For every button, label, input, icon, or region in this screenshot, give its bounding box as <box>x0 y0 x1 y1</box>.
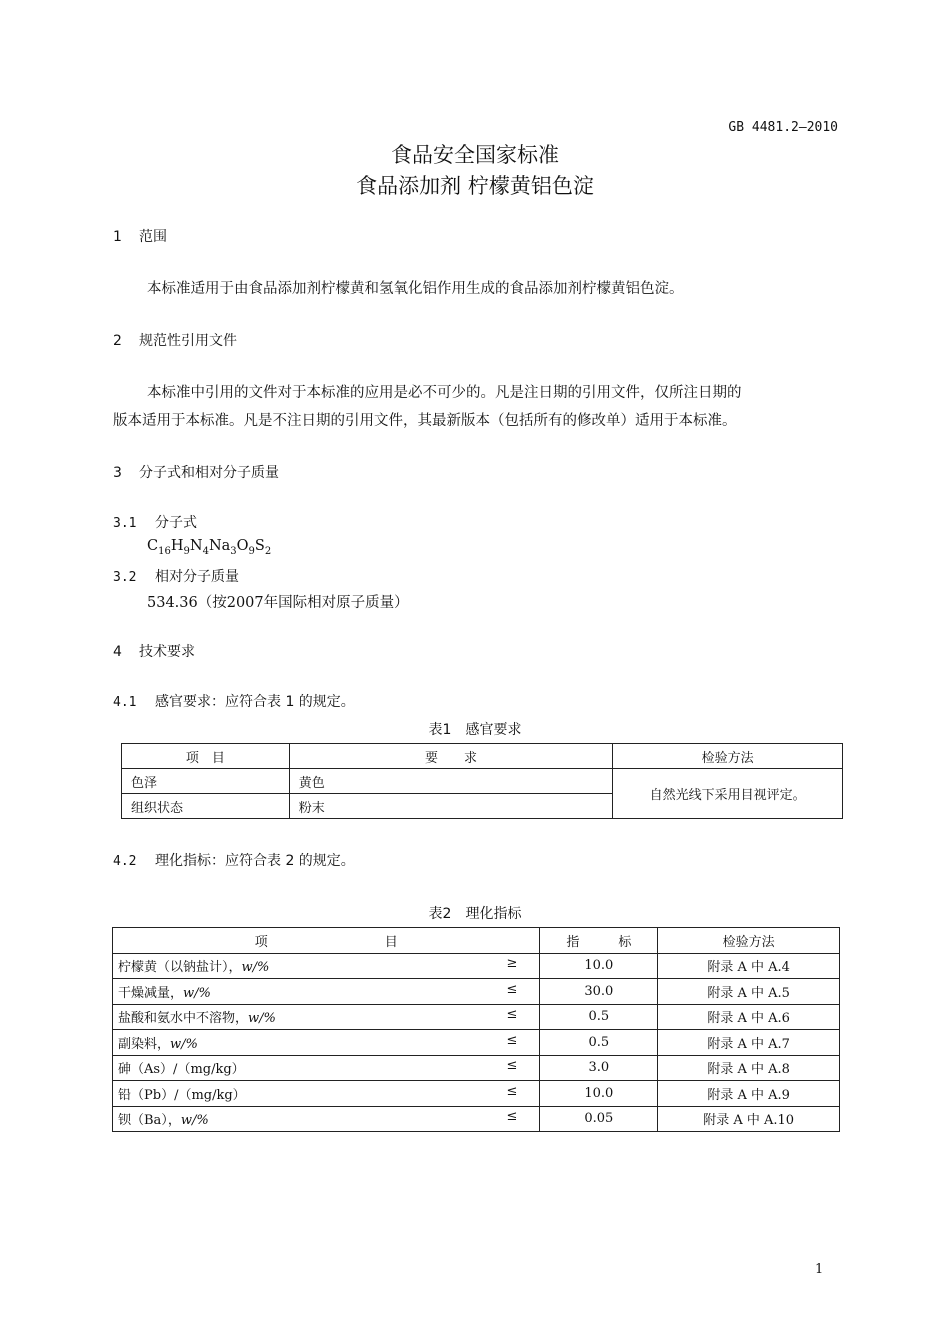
item-name: 铅（Pb）/（mg/kg） <box>118 1087 246 1103</box>
formula-element: C <box>147 538 159 554</box>
table-row <box>122 769 843 794</box>
table-row <box>113 979 840 1005</box>
method-cell: 附录 A 中 A.8 <box>658 1055 840 1081</box>
subsection-4-2 <box>113 850 355 870</box>
section-number: 3 <box>113 465 122 481</box>
item-name: 柠檬黄（以钠盐计） <box>118 960 229 976</box>
header-requirement: 要 求 <box>289 744 613 769</box>
subsection-number: 3.1 <box>113 516 137 531</box>
item-cell <box>113 1055 540 1081</box>
document-subtitle: 食品添加剂 柠檬黄铝色淀 <box>356 174 594 198</box>
formula-subscript: 3 <box>230 545 237 557</box>
section-2-body-line2: 版本适用于本标准。凡是不注日期的引用文件，其最新版本（包括所有的修改单）适用于本标准。 <box>113 413 737 429</box>
formula-element: Na <box>208 538 231 554</box>
table-row <box>113 1106 840 1132</box>
unit-label: w/% <box>183 985 211 1001</box>
table-row <box>113 1081 840 1107</box>
standard-number: GB 4481.2—2010 <box>728 120 838 135</box>
subsection-3-1-heading <box>113 512 197 532</box>
section-4-heading <box>113 641 195 661</box>
method-cell: 自然光线下采用目视评定。 <box>613 769 843 819</box>
item-cell: 盐酸和氨水中不溶物，w/% ≤ <box>113 1004 540 1030</box>
unit-label: w/% <box>170 1036 198 1052</box>
section-number: 4 <box>113 644 122 660</box>
section-number: 2 <box>113 333 122 349</box>
method-cell: 附录 A 中 A.4 <box>658 953 840 979</box>
formula-subscript: 9 <box>248 545 255 557</box>
comparison-symbol: ≤ <box>506 1058 518 1074</box>
header-method: 检验方法 <box>658 928 840 954</box>
subsection-number: 4.2 <box>113 854 137 869</box>
comparison-symbol: ≤ <box>506 1109 518 1125</box>
method-cell: 附录 A 中 A.5 <box>658 979 840 1005</box>
document-title: 食品安全国家标准 <box>391 143 559 167</box>
table-row <box>113 953 840 979</box>
unit-label: w/% <box>180 1113 209 1129</box>
page-number: 1 <box>815 1262 824 1277</box>
value-cell: 0.5 <box>540 1030 658 1056</box>
comparison-symbol: ≤ <box>506 981 518 997</box>
method-cell: 附录 A 中 A.7 <box>658 1030 840 1056</box>
section-2-body-line1: 本标准中引用的文件对于本标准的应用是必不可少的。凡是注日期的引用文件，仅所注日期的 <box>147 385 742 401</box>
subsection-3-2-heading <box>113 566 239 586</box>
formula-element: S <box>254 538 265 554</box>
item-cell: 组织状态 <box>122 794 290 819</box>
table-row <box>113 1055 840 1081</box>
value-cell: 10.0 <box>540 953 658 979</box>
table-row <box>113 1030 840 1056</box>
section-1-heading <box>113 226 167 246</box>
comparison-symbol: ≤ <box>506 1032 518 1048</box>
subsection-text: 感官要求：应符合表 1 的规定。 <box>155 694 355 710</box>
header-item: 项 目 <box>113 928 540 954</box>
unit-label: w/% <box>241 960 270 976</box>
item-cell <box>113 1081 540 1107</box>
value-cell: 10.0 <box>540 1081 658 1107</box>
formula-subscript: 16 <box>158 545 171 557</box>
item-cell: 钡（Ba），w/% ≤ <box>113 1106 540 1132</box>
section-title: 技术要求 <box>139 644 195 660</box>
table-row <box>113 1004 840 1030</box>
method-cell: 附录 A 中 A.6 <box>658 1004 840 1030</box>
formula-element: H <box>170 538 184 554</box>
item-cell: 柠檬黄（以钠盐计），w/% ≥ <box>113 953 540 979</box>
table-1-caption: 表1 感官要求 <box>428 722 522 738</box>
requirement-cell: 黄色 <box>289 769 613 794</box>
item-name: 钡（Ba） <box>118 1113 168 1129</box>
formula-subscript: 2 <box>264 545 272 557</box>
molecular-mass: 534.36（按2007年国际相对原子质量） <box>147 595 409 611</box>
subsection-4-1 <box>113 691 355 711</box>
value-cell: 0.5 <box>540 1004 658 1030</box>
section-title: 范围 <box>139 229 167 245</box>
physicochemical-table <box>112 927 840 1132</box>
section-1-body: 本标准适用于由食品添加剂柠檬黄和氢氧化铝作用生成的食品添加剂柠檬黄铝色淀。 <box>147 281 684 297</box>
item-name: 砷（As）/（mg/kg） <box>118 1062 245 1078</box>
item-cell: 干燥减量，w/% ≤ <box>113 979 540 1005</box>
item-name: 副染料 <box>118 1036 158 1052</box>
comparison-symbol: ≤ <box>506 1007 518 1023</box>
section-title: 规范性引用文件 <box>139 333 237 349</box>
section-3-heading <box>113 462 279 482</box>
item-cell: 色泽 <box>122 769 290 794</box>
subsection-number: 4.1 <box>113 695 137 710</box>
section-2-heading <box>113 330 237 350</box>
header-item: 项 目 <box>122 744 290 769</box>
requirement-cell: 粉末 <box>289 794 613 819</box>
item-cell: 副染料，w/% ≤ <box>113 1030 540 1056</box>
table-2-caption: 表2 理化指标 <box>428 906 522 922</box>
table-header-row <box>122 744 843 769</box>
sensory-requirements-table <box>121 743 843 819</box>
formula-subscript: 9 <box>183 545 190 557</box>
value-cell: 3.0 <box>540 1055 658 1081</box>
comparison-symbol: ≥ <box>506 956 518 972</box>
formula-element: N <box>189 538 203 554</box>
section-title: 分子式和相对分子质量 <box>139 465 279 481</box>
item-name: 盐酸和氨水中不溶物 <box>118 1011 236 1027</box>
formula-element: O <box>236 538 249 554</box>
subsection-title: 相对分子质量 <box>155 569 239 585</box>
subsection-title: 分子式 <box>155 515 197 531</box>
subsection-text: 理化指标：应符合表 2 的规定。 <box>155 853 355 869</box>
comparison-symbol: ≤ <box>506 1083 518 1099</box>
unit-label: w/% <box>248 1011 276 1027</box>
header-method: 检验方法 <box>613 744 843 769</box>
value-cell: 30.0 <box>540 979 658 1005</box>
method-cell: 附录 A 中 A.10 <box>658 1106 840 1132</box>
section-number: 1 <box>113 229 122 245</box>
subsection-number: 3.2 <box>113 570 137 585</box>
value-cell: 0.05 <box>540 1106 658 1132</box>
method-cell: 附录 A 中 A.9 <box>658 1081 840 1107</box>
formula-subscript: 4 <box>202 545 209 557</box>
item-name: 干燥减量 <box>118 985 171 1001</box>
table-header-row <box>113 928 840 954</box>
header-index: 指 标 <box>540 928 658 954</box>
molecular-formula <box>147 538 271 557</box>
